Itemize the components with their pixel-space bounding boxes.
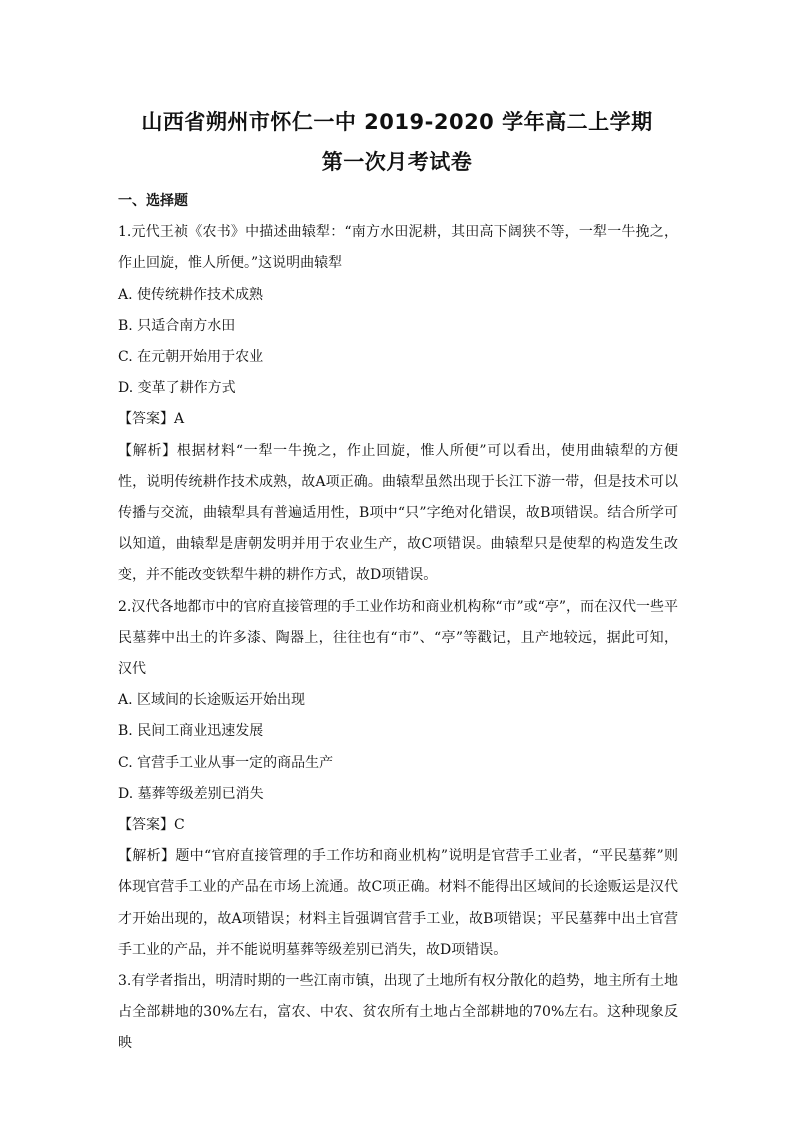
option-b: B. 民间工商业迅速发展 [118, 723, 264, 740]
question-stem: 3.有学者指出，明清时期的一些江南市镇，出现了土地所有权分散化的趋势，地主所有土地占全部耕地的30%左右，富农、中农、贫农所有土地占全部耕地的70%左右。这种现象反映 [118, 973, 678, 1052]
document-title-line1: 山西省朔州市怀仁一中 2019-2020 学年高二上学期 [141, 110, 653, 134]
option-a: A. 使传统耕作技术成熟 [118, 286, 264, 303]
option-a: A. 区域间的长途贩运开始出现 [118, 692, 306, 709]
option-d: D. 墓葬等级差别已消失 [118, 785, 264, 802]
option-b: B. 只适合南方水田 [118, 317, 236, 334]
option-c: C. 在元朝开始用于农业 [118, 349, 264, 366]
question-stem: 1.元代王祯《农书》中描述曲辕犁：“南方水田泥耕，其田高下阔狭不等，一犁一牛挽之，作止回旋，惟人所便。”这说明曲辕犁 [118, 224, 678, 272]
section-heading: 一、选择题 [118, 193, 188, 209]
option-c: C. 官营手工业从事一定的商品生产 [118, 754, 334, 771]
option-d: D. 变革了耕作方式 [118, 380, 236, 397]
question-3 [118, 966, 678, 1060]
answer: 【答案】A [118, 411, 185, 428]
document-title-line2: 第一次月考试卷 [321, 150, 473, 174]
question-1 [118, 217, 678, 591]
answer: 【答案】C [118, 817, 185, 834]
question-2 [118, 592, 678, 966]
analysis: 【解析】根据材料“一犁一牛挽之，作止回旋，惟人所便”可以看出，使用曲辕犁的方便性，说明传统耕作技术成熟，故A项正确。曲辕犁虽然出现于长江下游一带，但是技术可以传播与交流，曲辕犁具有普遍适用性，B项中“只”字绝对化错误，故B项错误。结合所学可以知道，曲辕犁是唐朝发明并用于农业生产，故C项错误。曲辕犁只是使犁的构造发生改变，并不能改变铁犁牛耕的耕作方式，故D项错误。 [118, 442, 678, 584]
analysis: 【解析】题中“官府直接管理的手工作坊和商业机构”说明是官营手工业者，“平民墓葬”则体现官营手工业的产品在市场上流通。故C项正确。材料不能得出区域间的长途贩运是汉代才开始出现的，故A项错误；材料主旨强调官营手工业，故B项错误；平民墓葬中出土官营手工业的产品，并不能说明墓葬等级差别已消失，故D项错误。 [118, 848, 678, 958]
document-body [118, 186, 678, 1060]
question-stem: 2.汉代各地都市中的官府直接管理的手工业作坊和商业机构称“市”或“亭”，而在汉代一些平民墓葬中出土的许多漆、陶器上，往往也有“市”、“亭”等戳记，且产地较远，据此可知，汉代 [118, 598, 678, 678]
